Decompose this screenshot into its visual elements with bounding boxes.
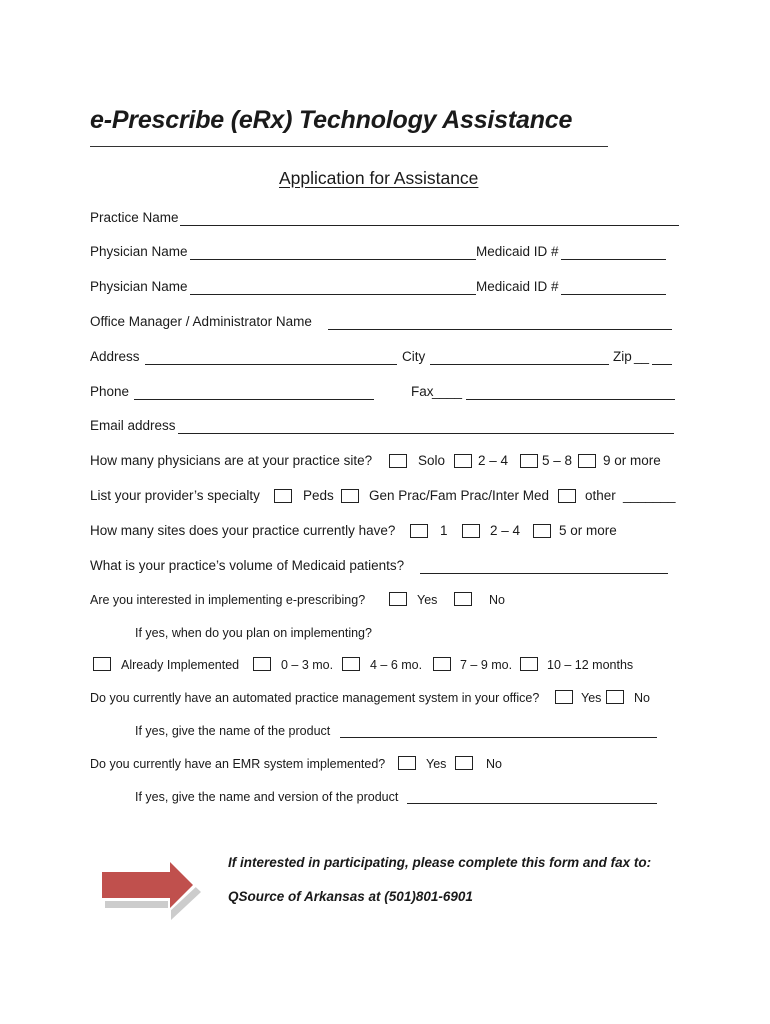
physicians-2-4-label: 2 – 4 bbox=[478, 453, 509, 468]
practice-name-field[interactable] bbox=[180, 225, 679, 226]
address-field[interactable] bbox=[145, 364, 397, 365]
gen-prac-checkbox[interactable] bbox=[341, 489, 359, 503]
plan-7-9-checkbox[interactable] bbox=[433, 657, 451, 671]
medicaid-id-2-label: Medicaid ID # bbox=[476, 279, 559, 294]
pm-yes-checkbox[interactable] bbox=[555, 690, 573, 704]
interested-no-checkbox[interactable] bbox=[454, 592, 472, 606]
emr-product-field[interactable] bbox=[407, 803, 657, 804]
sites-2-4-checkbox[interactable] bbox=[462, 524, 480, 538]
pm-system-question: Do you currently have an automated practice management system in your office? bbox=[90, 691, 540, 705]
sites-5-more-checkbox[interactable] bbox=[533, 524, 551, 538]
other-label: other bbox=[585, 488, 616, 503]
physicians-9-more-checkbox[interactable] bbox=[578, 454, 596, 468]
peds-label: Peds bbox=[303, 488, 334, 503]
form-subtitle: Application for Assistance bbox=[279, 168, 479, 188]
fax-label: Fax bbox=[411, 384, 434, 399]
zip-label: Zip bbox=[613, 349, 632, 364]
sites-1-label: 1 bbox=[440, 523, 448, 538]
emr-no-label: No bbox=[486, 757, 502, 771]
pm-yes-label: Yes bbox=[581, 691, 602, 705]
medicaid-id-1-field[interactable] bbox=[561, 259, 666, 260]
zip-field[interactable] bbox=[652, 364, 672, 365]
peds-checkbox[interactable] bbox=[274, 489, 292, 503]
plan-10-12-label: 10 – 12 months bbox=[547, 658, 634, 672]
emr-yes-label: Yes bbox=[426, 757, 447, 771]
practice-name-label: Practice Name bbox=[90, 210, 179, 225]
solo-checkbox[interactable] bbox=[389, 454, 407, 468]
physicians-9-more-label: 9 or more bbox=[603, 453, 661, 468]
num-physicians-question: How many physicians are at your practice site? bbox=[90, 453, 373, 468]
medicaid-volume-question: What is your practice’s volume of Medicaid patients? bbox=[90, 558, 405, 573]
medicaid-id-1-label: Medicaid ID # bbox=[476, 244, 559, 259]
physicians-5-8-label: 5 – 8 bbox=[542, 453, 573, 468]
interested-yes-label: Yes bbox=[417, 593, 438, 607]
num-sites-question: How many sites does your practice currently have? bbox=[90, 523, 396, 538]
plan-0-3-label: 0 – 3 mo. bbox=[281, 658, 334, 672]
emr-system-question: Do you currently have an EMR system implemented? bbox=[90, 757, 386, 771]
sites-2-4-label: 2 – 4 bbox=[490, 523, 521, 538]
footer-instruction: If interested in participating, please complete this form and fax to: bbox=[228, 855, 652, 870]
phone-field[interactable] bbox=[134, 399, 374, 400]
address-label: Address bbox=[90, 349, 140, 364]
plan-7-9-label: 7 – 9 mo. bbox=[460, 658, 513, 672]
plan-4-6-label: 4 – 6 mo. bbox=[370, 658, 423, 672]
sites-1-checkbox[interactable] bbox=[410, 524, 428, 538]
emr-product-question: If yes, give the name and version of the product bbox=[135, 790, 399, 804]
already-implemented-label: Already Implemented bbox=[121, 658, 240, 672]
physicians-2-4-checkbox[interactable] bbox=[454, 454, 472, 468]
fax-field[interactable] bbox=[466, 399, 675, 400]
sites-5-more-label: 5 or more bbox=[559, 523, 617, 538]
interested-no-label: No bbox=[489, 593, 505, 607]
title-divider bbox=[90, 146, 608, 147]
city-field[interactable] bbox=[430, 364, 609, 365]
email-field[interactable] bbox=[178, 433, 674, 434]
physician-name-1-label: Physician Name bbox=[90, 244, 188, 259]
specialty-question: List your provider’s specialty bbox=[90, 488, 260, 503]
pm-no-checkbox[interactable] bbox=[606, 690, 624, 704]
interested-yes-checkbox[interactable] bbox=[389, 592, 407, 606]
medicaid-id-2-field[interactable] bbox=[561, 294, 666, 295]
when-plan-question: If yes, when do you plan on implementing? bbox=[135, 626, 372, 640]
right-arrow-icon bbox=[92, 853, 204, 925]
office-manager-field[interactable] bbox=[328, 329, 672, 330]
office-manager-label: Office Manager / Administrator Name bbox=[90, 314, 312, 329]
zip-dash: __ bbox=[634, 349, 650, 364]
plan-10-12-checkbox[interactable] bbox=[520, 657, 538, 671]
physician-name-2-field[interactable] bbox=[190, 294, 476, 295]
pm-product-field[interactable] bbox=[340, 737, 657, 738]
plan-0-3-checkbox[interactable] bbox=[253, 657, 271, 671]
physicians-5-8-checkbox[interactable] bbox=[520, 454, 538, 468]
other-checkbox[interactable] bbox=[558, 489, 576, 503]
footer-fax-number: QSource of Arkansas at (501)801-6901 bbox=[228, 889, 473, 904]
emr-yes-checkbox[interactable] bbox=[398, 756, 416, 770]
pm-no-label: No bbox=[634, 691, 650, 705]
solo-label: Solo bbox=[418, 453, 446, 468]
email-label: Email address bbox=[90, 418, 176, 433]
physician-name-2-label: Physician Name bbox=[90, 279, 188, 294]
interested-question: Are you interested in implementing e-prescribing? bbox=[90, 593, 366, 607]
form-title: e-Prescribe (eRx) Technology Assistance bbox=[90, 106, 573, 134]
gen-prac-label: Gen Prac/Fam Prac/Inter Med bbox=[369, 488, 550, 503]
plan-4-6-checkbox[interactable] bbox=[342, 657, 360, 671]
city-label: City bbox=[402, 349, 426, 364]
pm-product-question: If yes, give the name of the product bbox=[135, 724, 331, 738]
emr-no-checkbox[interactable] bbox=[455, 756, 473, 770]
already-implemented-checkbox[interactable] bbox=[93, 657, 111, 671]
other-blank: _______ bbox=[623, 488, 676, 503]
medicaid-volume-field[interactable] bbox=[420, 573, 668, 574]
physician-name-1-field[interactable] bbox=[190, 259, 476, 260]
fax-blank: ____ bbox=[432, 384, 463, 399]
phone-label: Phone bbox=[90, 384, 130, 399]
